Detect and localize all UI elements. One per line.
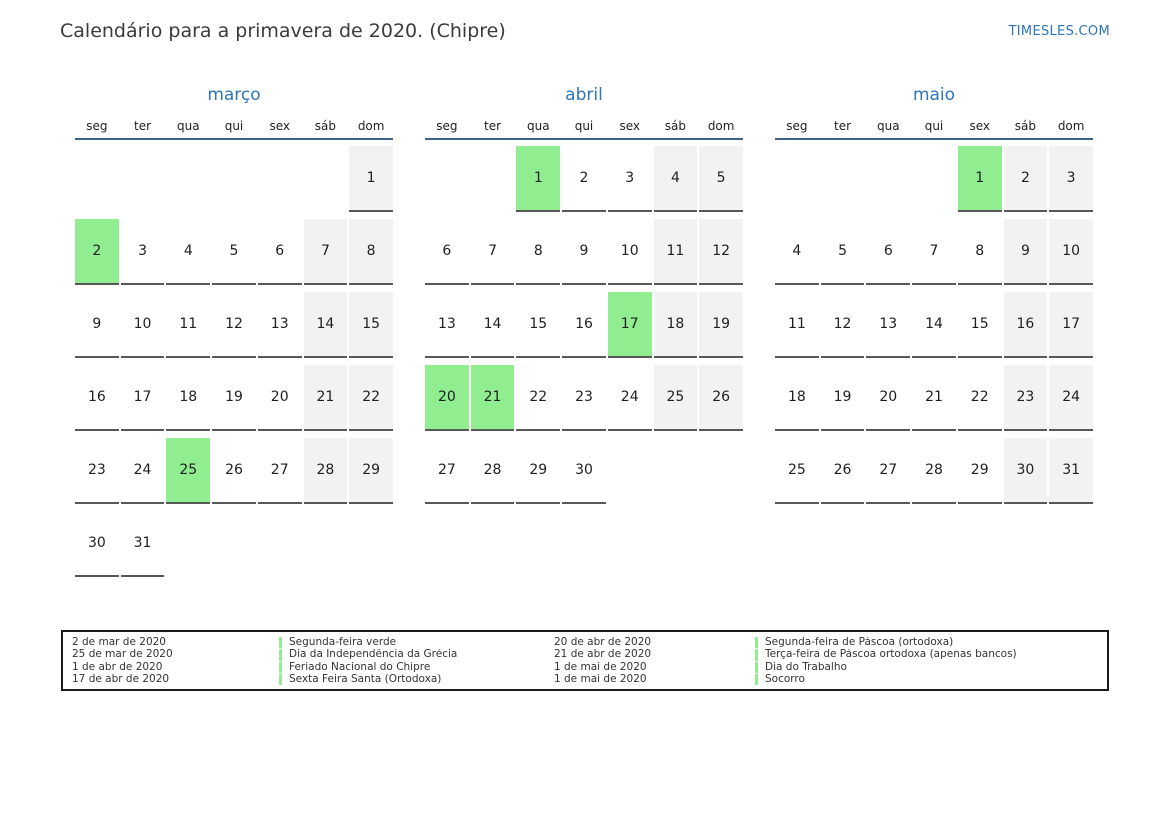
page-title: Calendário para a primavera de 2020. (Chipre)	[60, 20, 506, 42]
calendar-day	[912, 219, 956, 285]
calendar-day	[166, 292, 210, 358]
legend-date: 1 de mai de 2020	[554, 673, 647, 685]
day-number: 3	[138, 243, 148, 259]
day-number: 12	[225, 316, 243, 332]
calendar-day	[304, 438, 348, 504]
day-number: 10	[133, 316, 152, 332]
day-number: 26	[225, 462, 243, 478]
calendar-day	[1004, 219, 1048, 285]
day-number: 25	[787, 462, 806, 478]
calendar-day	[866, 219, 910, 285]
day-number: 9	[579, 243, 589, 259]
day-number: 11	[179, 316, 198, 332]
day-number: 22	[529, 389, 548, 405]
day-number: 31	[1062, 462, 1081, 478]
weeks-grid	[775, 146, 1093, 504]
calendar-day	[258, 438, 302, 504]
calendar-day	[349, 219, 393, 285]
calendar-day	[958, 292, 1002, 358]
day-number: 5	[229, 243, 239, 259]
day-number: 1	[975, 170, 985, 186]
calendar-day	[1004, 438, 1048, 504]
holidays-legend-grid	[72, 637, 1107, 686]
calendar-day	[562, 438, 606, 504]
calendar-week-row	[775, 438, 1093, 504]
legend-holiday-name: Terça-feira de Páscoa ortodoxa (apenas bancos)	[755, 649, 1107, 660]
calendar-day	[516, 219, 560, 285]
day-number: 7	[929, 243, 939, 259]
calendar-day	[425, 219, 469, 285]
calendar-day	[516, 365, 560, 431]
day-number: 16	[575, 316, 593, 332]
calendar-day	[654, 365, 698, 431]
calendar-day	[821, 365, 865, 431]
legend-date: 20 de abr de 2020	[554, 637, 652, 648]
day-number: 28	[483, 462, 502, 478]
calendar-day	[562, 219, 606, 285]
day-number: 8	[366, 243, 376, 259]
day-number: 4	[792, 243, 802, 259]
calendar-week-row	[75, 511, 393, 577]
calendar-day	[562, 365, 606, 431]
calendar-day	[912, 365, 956, 431]
weekday-label: qua	[526, 119, 550, 133]
month-calendar-march	[75, 84, 393, 584]
day-number: 6	[442, 243, 452, 259]
holidays-legend-box	[61, 630, 1109, 691]
calendar-day	[75, 438, 119, 504]
day-number: 13	[437, 316, 456, 332]
header-divider-line	[425, 138, 743, 140]
calendar-day	[608, 292, 652, 358]
calendar-day	[866, 292, 910, 358]
weekday-label: sáb	[1014, 119, 1037, 133]
day-number: 31	[133, 535, 152, 551]
weekday-label: sex	[269, 119, 290, 133]
day-number: 10	[1062, 243, 1081, 259]
calendar-day	[958, 219, 1002, 285]
calendar-week-row	[75, 219, 393, 285]
calendar-day-empty	[212, 146, 256, 212]
calendar-week-row	[775, 146, 1093, 212]
calendar-day-empty	[654, 438, 698, 504]
day-number: 20	[437, 389, 456, 405]
calendar-day-empty	[212, 511, 256, 577]
calendar-day	[75, 511, 119, 577]
day-number: 30	[575, 462, 593, 478]
day-number: 23	[575, 389, 593, 405]
weekday-header-row	[775, 118, 1093, 134]
month-title: maio	[912, 85, 956, 105]
day-number: 1	[366, 170, 376, 186]
calendar-day	[1049, 365, 1093, 431]
calendar-day	[1049, 219, 1093, 285]
calendar-day	[304, 219, 348, 285]
day-number: 19	[712, 316, 731, 332]
day-number: 29	[970, 462, 989, 478]
day-number: 9	[92, 316, 102, 332]
weekday-label: qui	[224, 119, 244, 133]
day-number: 3	[625, 170, 635, 186]
weekday-label: seg	[436, 119, 458, 133]
calendar-week-row	[425, 292, 743, 358]
calendar-day	[75, 365, 119, 431]
calendar-day	[516, 146, 560, 212]
day-number: 27	[270, 462, 289, 478]
weekday-label: qui	[924, 119, 944, 133]
calendar-day	[212, 438, 256, 504]
day-number: 14	[483, 316, 502, 332]
calendar-day	[258, 365, 302, 431]
calendar-day-empty	[699, 438, 743, 504]
calendar-day	[349, 365, 393, 431]
calendar-day-empty	[425, 146, 469, 212]
day-number: 11	[787, 316, 806, 332]
legend-date: 1 de mai de 2020	[554, 661, 647, 673]
day-number: 2	[579, 170, 589, 186]
day-number: 7	[320, 243, 330, 259]
calendar-day	[166, 219, 210, 285]
day-number: 4	[670, 170, 680, 186]
day-number: 9	[1020, 243, 1030, 259]
weekday-label: ter	[484, 119, 502, 133]
month-calendar-may	[775, 84, 1093, 584]
day-number: 27	[437, 462, 456, 478]
month-title: março	[207, 85, 261, 105]
calendar-day-empty	[258, 146, 302, 212]
calendar-day	[654, 292, 698, 358]
calendar-day-empty	[121, 146, 165, 212]
calendar-day	[1004, 292, 1048, 358]
calendar-day-empty	[75, 146, 119, 212]
header-divider-line	[75, 138, 393, 140]
calendar-week-row	[425, 438, 743, 504]
header-divider-line	[775, 138, 1093, 140]
day-number: 16	[87, 389, 106, 405]
legend-date: 21 de abr de 2020	[554, 649, 652, 661]
day-number: 25	[666, 389, 685, 405]
day-number: 19	[833, 389, 852, 405]
calendar-day	[821, 292, 865, 358]
calendar-day-empty	[166, 511, 210, 577]
legend-holiday-name: Socorro	[755, 674, 1107, 685]
day-number: 23	[1016, 389, 1035, 405]
day-number: 17	[133, 389, 152, 405]
weekday-label: sex	[619, 119, 640, 133]
weekday-header-row	[425, 118, 743, 134]
weekday-label: ter	[834, 119, 852, 133]
calendar-day-empty	[775, 146, 819, 212]
day-number: 14	[316, 316, 335, 332]
calendar-day	[121, 292, 165, 358]
calendar-day	[166, 438, 210, 504]
weekday-header-row	[75, 118, 393, 134]
day-number: 19	[225, 389, 243, 405]
calendar-day	[349, 146, 393, 212]
calendar-day	[1004, 365, 1048, 431]
calendar-day	[212, 219, 256, 285]
calendar-day	[562, 146, 606, 212]
calendar-week-row	[75, 365, 393, 431]
calendar-day	[258, 292, 302, 358]
calendar-day	[75, 292, 119, 358]
day-number: 18	[787, 389, 806, 405]
day-number: 13	[270, 316, 289, 332]
calendar-day	[1049, 146, 1093, 212]
calendar-day	[75, 219, 119, 285]
weekday-label: sáb	[314, 119, 337, 133]
day-number: 30	[87, 535, 106, 551]
calendar-day	[121, 438, 165, 504]
day-number: 29	[362, 462, 381, 478]
weekday-label: qua	[876, 119, 900, 133]
calendar-day	[349, 292, 393, 358]
month-calendar-april	[425, 84, 743, 584]
weekday-label: dom	[1057, 119, 1085, 133]
calendar-day	[821, 438, 865, 504]
day-number: 23	[87, 462, 106, 478]
day-number: 25	[179, 462, 198, 478]
calendar-day	[608, 146, 652, 212]
calendar-week-row	[425, 365, 743, 431]
weekday-label: seg	[786, 119, 808, 133]
calendar-day	[471, 438, 515, 504]
calendar-day	[958, 146, 1002, 212]
day-number: 18	[179, 389, 198, 405]
calendar-day	[699, 365, 743, 431]
calendar-day	[912, 292, 956, 358]
calendar-day	[304, 292, 348, 358]
calendar-day-empty	[471, 146, 515, 212]
calendar-day	[775, 292, 819, 358]
day-number: 22	[970, 389, 989, 405]
day-number: 18	[666, 316, 685, 332]
day-number: 22	[362, 389, 381, 405]
calendar-day	[516, 438, 560, 504]
month-title: abril	[565, 85, 603, 105]
day-number: 30	[1016, 462, 1035, 478]
calendar-day	[654, 219, 698, 285]
calendar-day	[121, 365, 165, 431]
day-number: 13	[879, 316, 898, 332]
weekday-label: ter	[134, 119, 152, 133]
calendar-week-row	[425, 146, 743, 212]
day-number: 26	[833, 462, 852, 478]
legend-holiday-name: Dia da Independência da Grécia	[279, 649, 554, 660]
weeks-grid	[425, 146, 743, 504]
day-number: 28	[316, 462, 335, 478]
day-number: 27	[879, 462, 898, 478]
calendar-day	[1049, 438, 1093, 504]
day-number: 6	[275, 243, 285, 259]
calendar-day-empty	[866, 146, 910, 212]
day-number: 12	[833, 316, 852, 332]
day-number: 12	[712, 243, 731, 259]
calendar-day	[608, 219, 652, 285]
calendar-day	[866, 438, 910, 504]
calendar-day	[425, 365, 469, 431]
day-number: 28	[925, 462, 943, 478]
day-number: 2	[92, 243, 102, 259]
day-number: 20	[879, 389, 898, 405]
day-number: 7	[488, 243, 498, 259]
day-number: 21	[316, 389, 335, 405]
calendar-day	[912, 438, 956, 504]
calendar-day	[425, 292, 469, 358]
calendar-day	[121, 511, 165, 577]
day-number: 15	[529, 316, 548, 332]
calendar-row	[75, 84, 1093, 584]
calendar-day	[608, 365, 652, 431]
legend-holiday-name: Sexta Feira Santa (Ortodoxa)	[279, 674, 554, 685]
calendar-day	[212, 292, 256, 358]
calendar-week-row	[75, 292, 393, 358]
legend-date: 25 de mar de 2020	[72, 649, 173, 661]
calendar-day	[821, 219, 865, 285]
day-number: 8	[975, 243, 985, 259]
day-number: 5	[716, 170, 726, 186]
calendar-day-empty	[608, 438, 652, 504]
calendar-day	[471, 292, 515, 358]
calendar-day	[775, 365, 819, 431]
day-number: 14	[925, 316, 943, 332]
weekday-label: sáb	[664, 119, 687, 133]
calendar-week-row	[425, 219, 743, 285]
legend-date: 1 de abr de 2020	[72, 661, 163, 673]
calendar-week-row	[75, 146, 393, 212]
calendar-week-row	[775, 219, 1093, 285]
calendar-day	[425, 438, 469, 504]
day-number: 29	[529, 462, 548, 478]
day-number: 2	[1020, 170, 1030, 186]
weeks-grid	[75, 146, 393, 577]
brand-link[interactable]: TIMESLES.COM	[1008, 24, 1110, 39]
day-number: 11	[666, 243, 685, 259]
calendar-day	[775, 219, 819, 285]
calendar-day-empty	[258, 511, 302, 577]
day-number: 26	[712, 389, 731, 405]
calendar-week-row	[775, 365, 1093, 431]
calendar-day	[654, 146, 698, 212]
weekday-label: sex	[969, 119, 990, 133]
day-number: 10	[620, 243, 639, 259]
day-number: 17	[1062, 316, 1081, 332]
calendar-day-empty	[304, 146, 348, 212]
day-number: 3	[1066, 170, 1076, 186]
calendar-day	[304, 365, 348, 431]
day-number: 15	[362, 316, 381, 332]
legend-holiday-name: Segunda-feira verde	[279, 637, 554, 648]
calendar-day	[958, 365, 1002, 431]
calendar-day-empty	[166, 146, 210, 212]
weekday-label: dom	[707, 119, 735, 133]
calendar-day	[516, 292, 560, 358]
calendar-day	[1004, 146, 1048, 212]
day-number: 5	[838, 243, 848, 259]
legend-date: 17 de abr de 2020	[72, 673, 170, 685]
calendar-day	[699, 219, 743, 285]
calendar-day	[349, 438, 393, 504]
day-number: 24	[620, 389, 639, 405]
calendar-day-empty	[349, 511, 393, 577]
day-number: 15	[970, 316, 989, 332]
calendar-day	[471, 219, 515, 285]
legend-holiday-name: Segunda-feira de Páscoa (ortodoxa)	[755, 637, 1107, 648]
calendar-day	[562, 292, 606, 358]
legend-holiday-name: Feriado Nacional do Chipre	[279, 662, 554, 673]
weekday-label: qui	[574, 119, 594, 133]
calendar-day	[212, 365, 256, 431]
calendar-day	[471, 365, 515, 431]
day-number: 6	[883, 243, 893, 259]
legend-holiday-name: Dia do Trabalho	[755, 662, 1107, 673]
weekday-label: dom	[357, 119, 385, 133]
calendar-day	[699, 292, 743, 358]
day-number: 4	[183, 243, 193, 259]
day-number: 8	[533, 243, 543, 259]
calendar-day-empty	[304, 511, 348, 577]
day-number: 1	[533, 170, 543, 186]
weekday-label: seg	[86, 119, 108, 133]
calendar-day	[866, 365, 910, 431]
day-number: 20	[270, 389, 289, 405]
day-number: 21	[925, 389, 943, 405]
calendar-week-row	[775, 292, 1093, 358]
legend-date: 2 de mar de 2020	[72, 637, 166, 648]
day-number: 16	[1016, 316, 1035, 332]
day-number: 24	[133, 462, 152, 478]
day-number: 17	[620, 316, 639, 332]
calendar-day	[699, 146, 743, 212]
calendar-day	[775, 438, 819, 504]
calendar-day	[958, 438, 1002, 504]
calendar-day	[1049, 292, 1093, 358]
day-number: 21	[483, 389, 502, 405]
calendar-week-row	[75, 438, 393, 504]
weekday-label: qua	[176, 119, 200, 133]
calendar-day	[258, 219, 302, 285]
calendar-day-empty	[912, 146, 956, 212]
calendar-day	[166, 365, 210, 431]
calendar-day	[121, 219, 165, 285]
day-number: 24	[1062, 389, 1081, 405]
calendar-day-empty	[821, 146, 865, 212]
